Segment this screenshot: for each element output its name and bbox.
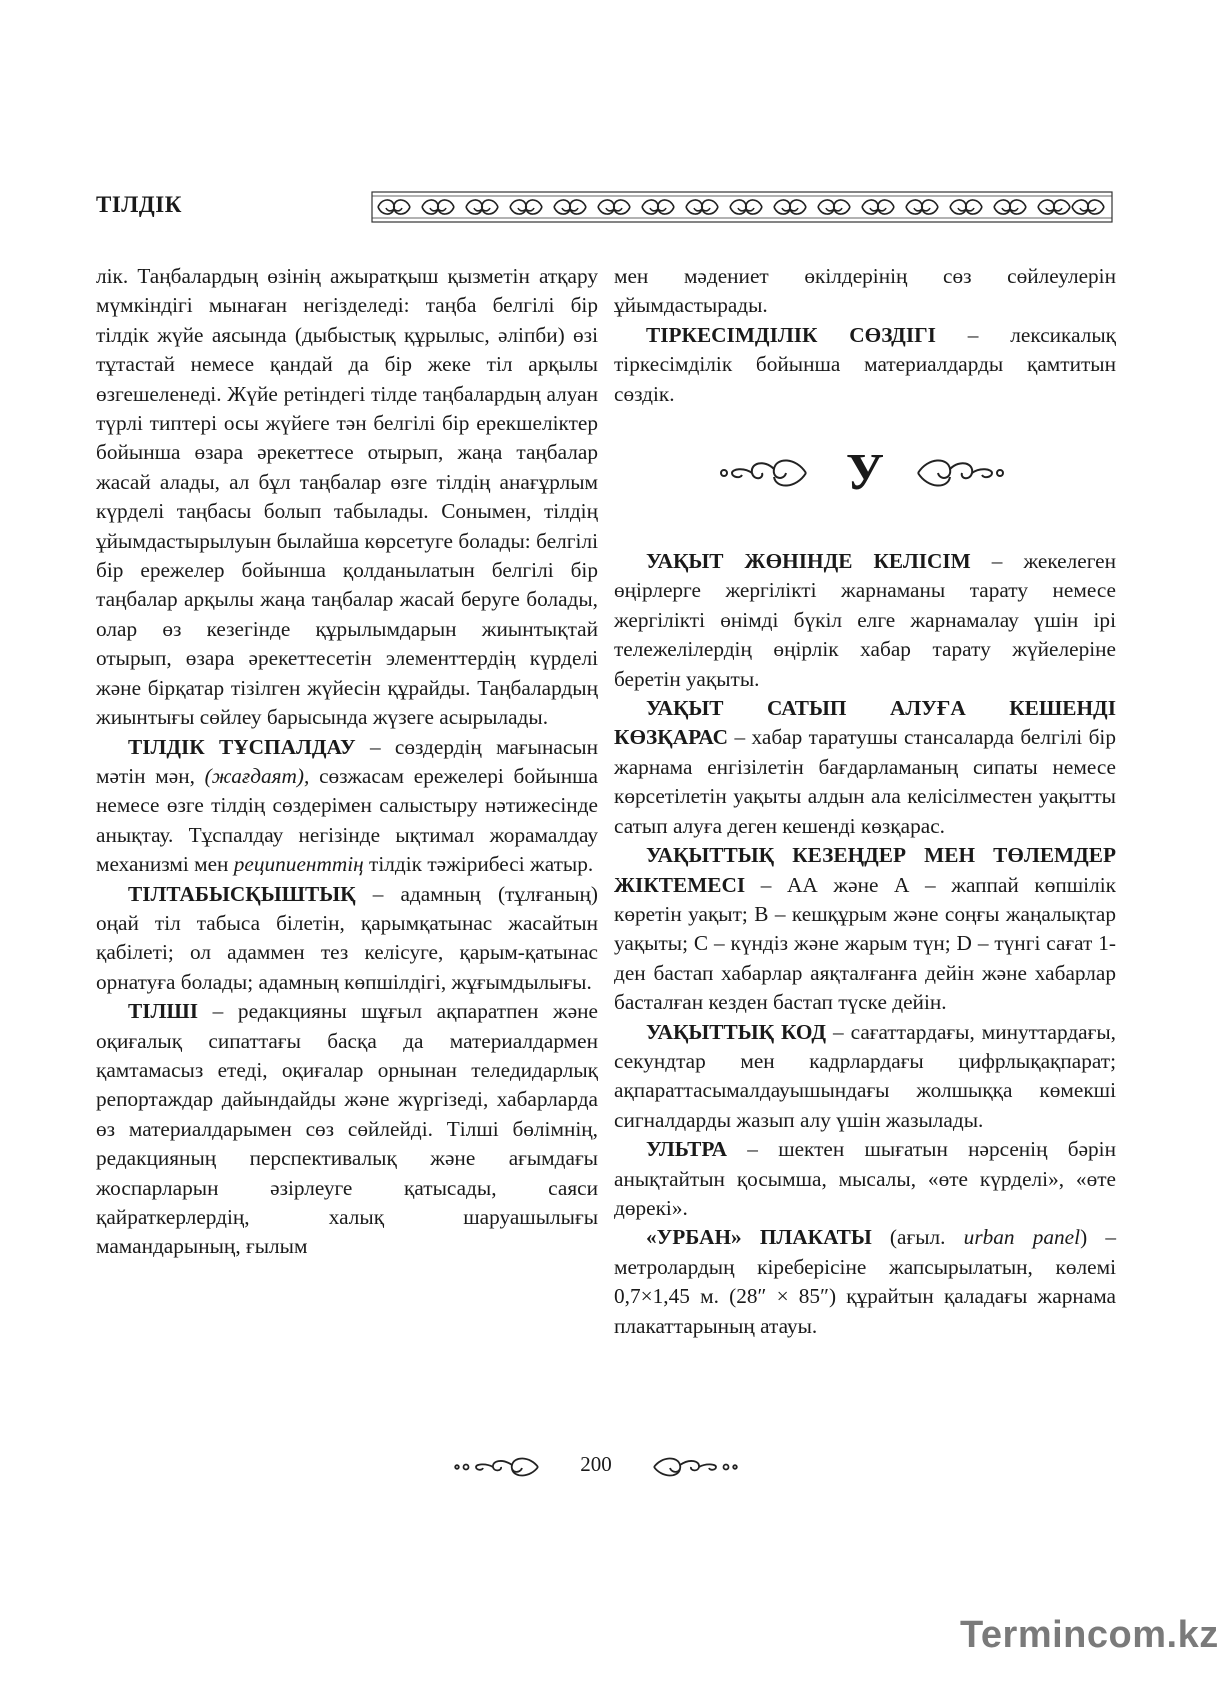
entry-term: «УРБАН» ПЛАКАТЫ [646, 1225, 872, 1250]
letter-section-divider [614, 423, 1116, 527]
dictionary-entry: ТІРКЕСІМДІЛІК СӨЗДІГІ – лексикалық тіркесімділік бойынша материалдарды қамтитын сөздік. [614, 322, 1116, 406]
paragraph: лік. Таңбалардың өзінің ажыратқыш қызметін атқару мүмкіндігі мынаған негізделеді: таңба белгілі бір тілдік жүйе аясында (дыбыстық құрылыс, әліпби) өзі тұтастай немесе қандай да бір жеке тіл арқылы өзгешеленеді. Жүйе ретіндегі тілде таңбалардың алуан түрлі типтері осы жүйеге тән белгілі бір ерекшеліктер бойынша өзара әрекеттесе отырып, жаңа таңбалар жасай алады, ал бұл таңбалар өзге тілдің анағұрлым күрделі таңбасы болып табылады. Сонымен, тілдің ұйымдастырылуын былайша көрсетуге болады: белгілі бір ережелер бойынша қолданылатын белгілі бір таңбалар арқылы жаңа таңбалар жасай беруге болады, олар өз кезегінде құрылымдарын жиынтықтай отырып, өзара әрекеттесетін элементтердің күрделі және бірқатар тізілген жүйесін құрайды. Таңбалардың жиынтығы сөйлеу барысында жүзеге асырылады. [96, 264, 598, 730]
entry-term: УАҚЫТТЫҚ КОД [646, 1019, 827, 1044]
dictionary-entry: «УРБАН» ПЛАКАТЫ (ағыл. urban panel) – метролардың кіреберісіне жапсырылатын, көлемі 0,7×1,45 м. (28″ × 85″) құрайтын қаладағы жарнама плакаттарының атауы. [614, 1225, 1116, 1338]
section-title: ТІЛДІК [96, 192, 182, 217]
entry-term: ТІЛТАБЫСҚЫШТЫҚ [128, 881, 356, 906]
entry-term: УЛЬТРА [646, 1137, 728, 1162]
running-header [96, 190, 1112, 230]
left-column [96, 262, 598, 1262]
ornament-right-icon [916, 451, 1006, 495]
right-column [614, 262, 1116, 1341]
footer-ornament-right-icon [650, 1452, 740, 1482]
entry-term: ТІЛДІК ТҰСПАЛДАУ [128, 734, 356, 759]
dictionary-entry: ТІЛШІ – редакцияны шұғыл ақпаратпен және оқиғалық сипаттағы басқа да материалдармен қамтамасыз етеді, оқиғалар орнынан теледидарлық репортаждар дайындайды және жүргізеді, хабарларда өз материалдарымен сөз сөйлейді. Тілші бөлімнің, редакцияның перспективалық және ағымдағы жоспарларын әзірлеуге қатысады, саяси қайраткерлердің, халық шаруашылығы мамандарының, ғылым [96, 999, 598, 1259]
dictionary-entry: УАҚЫТ САТЫП АЛУҒА КЕШЕНДІ КӨЗҚАРАС – хабар таратушы стансаларда белгілі бір жарнама енгізілетін бағдарламаның сипаты немесе көрсетілетін уақыты алдын ала келісілместен уақытты сатып алуға деген кешенді көзқарас. [614, 696, 1116, 838]
entry-term: ТІЛШІ [128, 999, 199, 1024]
page-footer [0, 1446, 1191, 1486]
paragraph: мен мәдениет өкілдерінің сөз сөйлеулерін ұйымдастырады. [614, 264, 1116, 318]
dictionary-entry: УЛЬТРА – шектен шығатын нәрсенің бәрін анықтайтын қосымша, мысалы, «өте күрделі», «өте дөрекі». [614, 1137, 1116, 1220]
entry-term: УАҚЫТ ЖӨНІНДЕ КЕЛІСІМ [646, 549, 971, 574]
dictionary-entry: УАҚЫТТЫҚ КОД – сағаттардағы, минуттардағы, секундтар мен кадрлардағы цифрлықақпарат; ақпараттасымалдауышындағы жолшыққа көмекші сигналдарды жазып алу үшін жазылады. [614, 1019, 1116, 1132]
entry-term: УАҚЫТТЫҚ КЕЗЕҢДЕР МЕН ТӨЛЕМДЕР ЖІКТЕМЕСІ [614, 843, 1116, 897]
dictionary-entry: УАҚЫТТЫҚ КЕЗЕҢДЕР МЕН ТӨЛЕМДЕР ЖІКТЕМЕСІ – АА және А – жаппай көпшілік көретін уақыт; В – кешқұрым және соңғы жаңалықтар уақыты; С – күндіз және жарым түн; D – түнгі сағат 1-ден бастап хабарлар аяқталғанға дейін және хабарлар басталған кезден бастап түске дейін. [614, 843, 1116, 1015]
ornament-band-icon [372, 190, 1112, 224]
dictionary-entry: ТІЛТАБЫСҚЫШТЫҚ – адамның (тұлғаның) оңай тіл табыса білетін, қарымқатынас жасайтын қабілеті; ол адаммен тез келісуге, қарым-қатынас орнатуға болады; адамның көпшілдігі, жұғымдылығы. [96, 881, 598, 994]
site-watermark: Termincom.kz [960, 1614, 1219, 1656]
dictionary-entry: ТІЛДІК ТҰСПАЛДАУ – сөздердің мағынасын мәтін мән, (жағдаят), сөзжасам ережелері бойынша немесе өзге тілдің сөздерімен салыстыру нәтижесінде анықтау. Тұспалдау негізінде ықтимал жорамалдау механизмі мен реципиенттің тілдік тәжірибесі жатыр. [96, 734, 598, 877]
footer-ornament-left-icon [452, 1452, 542, 1482]
dictionary-entry: УАҚЫТ ЖӨНІНДЕ КЕЛІСІМ – жекелеген өңірлерге жергілікті жарнаманы тарату немесе жергілікті өнімді бүкіл елге жарнамалау үшін ірі тележелілердің өңірлік хабар тарату жүйелеріне беретін уақыты. [614, 549, 1116, 691]
entry-term: УАҚЫТ САТЫП АЛУҒА КЕШЕНДІ КӨЗҚАРАС [614, 696, 1116, 750]
section-letter: У [845, 444, 885, 502]
entry-term: ТІРКЕСІМДІЛІК СӨЗДІГІ [646, 322, 936, 347]
page-number: 200 [580, 1452, 612, 1476]
